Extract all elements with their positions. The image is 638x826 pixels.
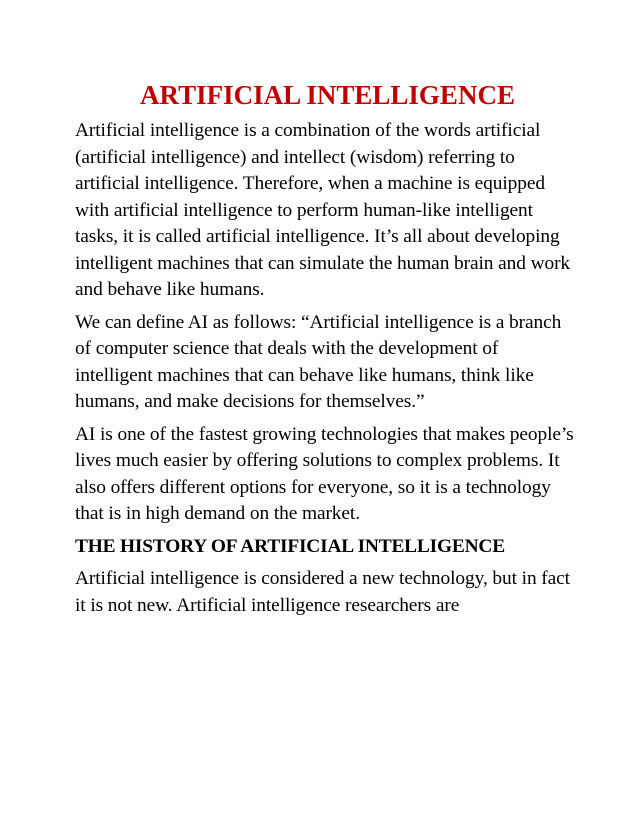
paragraph-ai-growth: AI is one of the fastest growing technologies that makes people’s lives much easier by offering solutions to complex problems. It also offers different options for everyone, so it is a technology that is in high demand on the market. [75,423,574,524]
paragraph-ai-definition-quote: We can define AI as follows: “Artificial intelligence is a branch of computer science that deals with the development of intelligent machines that can behave like humans, think like humans, and make decisions for themselves.” [75,311,562,412]
document-title: ARTIFICIAL INTELLIGENCE [140,80,515,110]
section-heading-history: THE HISTORY OF ARTIFICIAL INTELLIGENCE [75,535,505,557]
paragraph-definition: Artificial intelligence is a combination of the words artificial (artificial intelligence) and intellect (wisdom) referring to artificial intelligence. Therefore, when a machine is equipped with artificial intelligence to perform human-like intelligent tasks, it is called artificial intelligence. It’s all about developing intelligent machines that can simulate the human brain and work and behave like humans. [75,120,571,300]
paragraph-history: Artificial intelligence is considered a new technology, but in fact it is not new. Artificial intelligence researchers are [75,568,570,616]
